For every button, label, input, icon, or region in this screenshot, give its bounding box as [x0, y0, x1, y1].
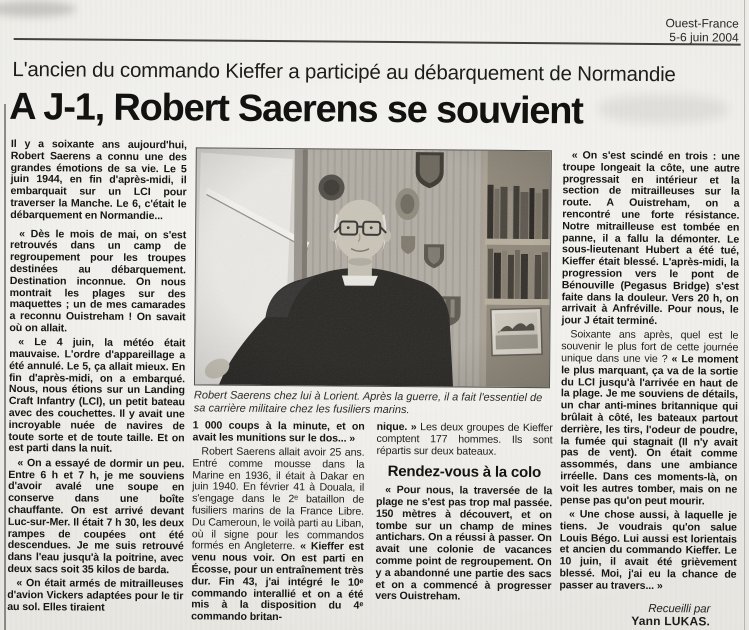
quote-plage: « Pour nous, la traversée de la plage ne s'est pas trop mal passée. 150 mètres à découvert, et on tombe sur un champ de mines antichars. On a réussi à passer. On avait une colonie de vacances comme point de regroupement. On y a abandonné une partie des sacs et on a commencé à progresser vers Ouistreham. [375, 484, 553, 603]
lead-paragraph: Il y a soixante ans aujourd'hui, Robert Saerens a connu une des grandes émotions de sa vie. Le 5 juin 1944, en fin d'après-midi, il embarquait sur un LCI pour traverser la Manche. Le 6, c'était le débarquement en Normandie... [10, 137, 187, 222]
memory-paragraph [560, 330, 738, 508]
quote-mai: « Dès le mois de mai, on s'est retrouvés dans un camp de regroupement pour les troupes destinées au débarquement. Destination inconnue. On nous montrait les plages sur des maquettes ; un de mes camarades a reconnu Ouistreham ! On savait où on allait. [9, 227, 187, 335]
quote-4-juin: « Le 4 juin, la météo était mauvaise. L'ordre d'appareillage a été annulé. Le 5, ça allait mieux. En fin d'après-midi, on a embarqué. Nous, nous étions sur un Landing Craft Infantry (LCI), un petit bateau avec des couchettes. Il y avait une incroyable nuée de navires de toute sorte et de toute taille. Et on est parti dans la nuit. [8, 336, 186, 456]
bio-paragraph [191, 446, 364, 624]
quote-armes: « On était armés de mitrailleuses d'avion Vickers adaptées pour le tir au sol. Elles tiraient [7, 577, 184, 614]
column-3 [375, 422, 552, 613]
paper-name: Ouest-France [665, 16, 739, 31]
bio-text: Robert Saerens allait avoir 25 ans. Entré comme mousse dans la Marine en 1936, il était à Dakar en juin 1940. En février 41 à Douala, il s'engage dans le 2ᵉ bataillon de fusiliers marins de la France Libre. Du Cameroun, le voilà parti au Liban, où il signe pour les commandos formés en Angleterre. [191, 445, 365, 553]
byline-name: Yann LUKAS. [631, 614, 711, 629]
quote-kieffer: « Kieffer est venu nous voir. On est parti en Écosse, pour un entraînement très dur. Fin 43, j'ai intégré le 10ᵉ commando interallié et on a été mis à la disposition du 4ᵉ commando britan- [191, 540, 364, 624]
quote-coups: 1 000 coups à la minute, et on avait les munitions sur le dos... » [192, 419, 365, 445]
masthead [665, 16, 739, 45]
quote-dormir: « On a essayé de dormir un peu. Entre 6 h et 7 h, je me souviens d'avoir avalé une soupe en conserve dans une boîte chauffante. On est arrivé devant Luc-sur-Mer. Il était 7 h 30, les deux rampes de coupées ont été descendues. Je me suis retrouvé dans l'eau jusqu'à la poitrine, avec deux sacs soit 35 kilos de barda. [7, 456, 185, 577]
kicker: L'ancien du commando Kieffer a participé au débarquement de Normandie [12, 57, 676, 87]
column-2 [191, 419, 365, 624]
photo-caption: Robert Saerens chez lui à Lorient. Après la guerre, il a fait l'essentiel de sa carrière militaire chez les fusiliers marins. [193, 389, 543, 416]
column-1 [7, 137, 187, 614]
photo-block [194, 147, 552, 428]
photo-robert-saerens [194, 147, 552, 388]
quote-bego: « Une chose aussi, à laquelle je tiens. Je voudrais qu'on salue Louis Bégo. Lui aussi est lorientais et ancien du commando Kieffer. Le 10 juin, il avait été grièvement blessé. Moi, j'ai eu la chance de passer au travers... » [559, 508, 738, 592]
column-4 [559, 149, 740, 629]
header-rule [14, 38, 741, 46]
portrait-photo-illustration [195, 148, 551, 387]
headline: A J-1, Robert Saerens se souvient [8, 85, 583, 133]
groups-text: Les deux groupes de Kieffer comptent 177 hommes. Ils sont répartis sur deux bateaux. [376, 421, 553, 458]
issue-date: 5-6 juin 2004 [669, 30, 739, 45]
byline-role: Recueilli par [648, 603, 711, 616]
quote-scinde: « On s'est scindé en trois : une troupe longeait la côte, une autre progressait en intérieur et la section de mitrailleuses sur la route. A Ouistreham, on a rencontré une forte résistance. Notre mitrailleuse est tombée en panne, il a fallu la démonter. Le sous-lieutenant Hubert a été tué, Kieffer était blessé. L'après-midi, la progression vers le pont de Bénouville (Pegasus Bridge) s'est faite dans la douleur. Vers 20 h, on arrivait à Anfréville. Pour nous, le jour J était terminé. [561, 149, 740, 328]
groups-paragraph [376, 422, 552, 459]
quote-moment: « Le moment le plus marquant, ça va de la sortie du LCI jusqu'à l'arrivée en haut de la plage. Je me souviens de détails, un char anti-mines britannique qui brûlait à côté, les bateaux partout derrière, les tirs, l'odeur de poudre, la fumée qui stagnait (Il n'y avait pas de vent). On était comme assommés, dans une ambiance irréelle. Dans ces moments-là, on voit les autres tomber, mais on ne pense pas qu'on peut mourir. [560, 353, 739, 508]
question-text: Soixante ans après, quel est le souvenir le plus fort de cette journée unique dans une vie ? [561, 328, 739, 366]
quote-end: nique. » [376, 420, 417, 434]
subhead-rendez-vous: Rendez-vous à la colo [387, 463, 542, 482]
byline [559, 604, 736, 629]
